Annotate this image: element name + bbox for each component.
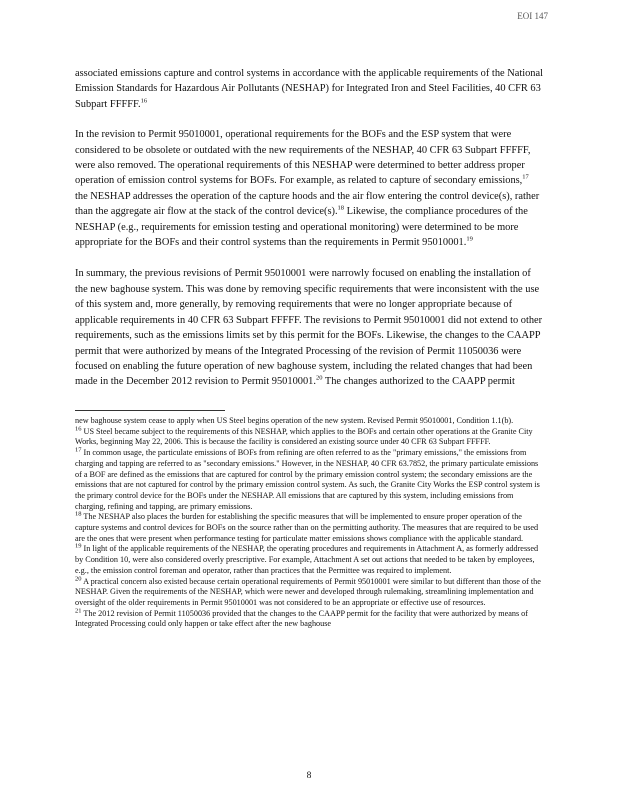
paragraph-2-text-b: the NESHAP addresses the operation of the capture hoods and the air flow entering the control device(s), rather than the aggregate air flow at the stack of the control device(s). [75,190,540,218]
page-number: 8 [306,771,312,781]
footnote-text: In common usage, the particulate emissions of BOFs from refining are often referred to as the "primary emissions," the emissions from charging and tapping are referred to as "secondary emissions." However, in the NESHAP, 40 CFR 63.7852, the primary particulate emissions of a BOF are defined as the emissions that are captured for control by the primary emission control system; the secondary emissions are the emissions that are not captured for control by the primary emission control system. As such, the Granite City Works the ESP control system is the primary control device for the BOFs under the NESHAP. All emissions that are captured by this system, including emissions from charging, refining and tapping, are primary emissions. [75,448,540,511]
footnote-number: 16 [75,424,82,432]
footnote-text: In light of the applicable requirements of the NESHAP, the operating procedures and requirements in Attachment A, as formerly addressed by Condition 10, were also considered overly prescriptive. For example, Attachment A set out actions that needed to be taken by employees, e.g., the emission control foreman and operator, rather than practices that the Permittee was required to implement. [75,544,539,575]
body-text [75,66,543,390]
paragraph-3-text-a: In summary, the previous revisions of Permit 95010001 were narrowly focused on enabling the installation of the new baghouse system. This was done by removing specific requirements that were inconsistent with the use of this system and, more generally, by removing requirements that were no longer appropriate because of applicable requirements in 40 CFR 63 Subpart FFFFF. The revisions to Permit 95010001 did not extend to other requirements, such as the emissions limits set by this permit for the BOFs. Likewise, the changes to the CAAPP permit that were authorized by means of the Integrated Processing of the revision of Permit 11050036 were focused on enabling the future operation of new baghouse system, including the related changes that had been made in the December 2012 revision to Permit 95010001. [75,268,543,388]
footnote-text: The 2012 revision of Permit 11050036 provided that the changes to the CAAPP permit for the facility that were authorized by means of Integrated Processing could only happen or take effect after the new baghouse [75,608,529,629]
footnote-21 [75,606,545,630]
footnote-17 [75,448,545,512]
paragraph-1-text: associated emissions capture and control systems in accordance with the applicable requirements of the National Emission Standards for Hazardous Air Pollutants (NESHAP) for Integrated Iron and Steel Facilities, 40 CFR 63 Subpart FFFFF. [75,68,543,110]
footnote-16 [75,424,545,448]
footnote-ref-20: 20 [315,374,323,382]
footnote-ref-16: 16 [140,97,148,105]
footnote-ref-18: 18 [337,204,345,212]
paragraph-2-text-c: Likewise, the compliance procedures of the NESHAP (e.g., requirements for emission testing and operational monitoring) were determined to be more appropriate for the BOFs and their control systems than the requirements in Permit 95010001. [75,206,528,249]
footnote-19 [75,544,545,576]
footnote-ref-19: 19 [466,235,473,243]
paragraph-3-text-b: The changes authorized to the CAAPP permit [322,376,515,388]
footnote-text: The NESHAP also places the burden for establishing the specific measures that will be implemented to ensure proper operation of the capture systems and control devices for BOFs on the source rather than on the permitting authority. The measures that are required to be used are the ones that were present when performance testing for particulate matter emissions shows compliance with the applicable standard. [75,512,539,543]
paragraph-1 [75,66,543,112]
footnote-number: 18 [75,510,82,518]
paragraph-3 [75,266,543,389]
paragraph-2-text-a: In the revision to Permit 95010001, operational requirements for the BOFs and the ESP system that were considered to be obsolete or outdated with the new requirements of the NESHAP, 40 CFR 63 Subpart FFFFF, were also removed. The operational requirements of this NESHAP were determined to better address proper operation of emission control systems for BOFs. For example, as related to capture of secondary emissions, [75,129,531,187]
footnote-separator [75,410,225,411]
footnote-text: US Steel became subject to the requirements of this NESHAP, which applies to the BOFs and certain other operations at the Granite City Works, beginning May 22, 2006. This is because the facility is considered an existing source under 40 CFR 63 Subpart FFFFF. [75,426,533,447]
footnote-ref-17: 17 [522,173,529,181]
footnote-number: 21 [75,606,82,614]
footnotes [75,416,545,630]
footnote-number: 20 [75,574,82,582]
footnote-18 [75,512,545,544]
footnote-number: 19 [75,542,82,550]
paragraph-2 [75,127,543,250]
document-id: EOI 147 [517,11,548,21]
footnote-text: A practical concern also existed because certain operational requirements of Permit 95010001 were similar to but different than those of the NESHAP. Given the requirements of the NESHAP, which were newer and developed through rulemaking, streamlining implementation and oversight of the older requirements in Permit 95010001 was not considered to be an appropriate or effective use of resources. [75,576,541,607]
footnote-continued [75,416,545,427]
footnote-continued-text: new baghouse system cease to apply when US Steel begins operation of the new system. Revised Permit 95010001, Condition 1.1(b). [75,416,514,425]
footnote-20 [75,574,545,609]
footnote-number: 17 [75,446,82,454]
